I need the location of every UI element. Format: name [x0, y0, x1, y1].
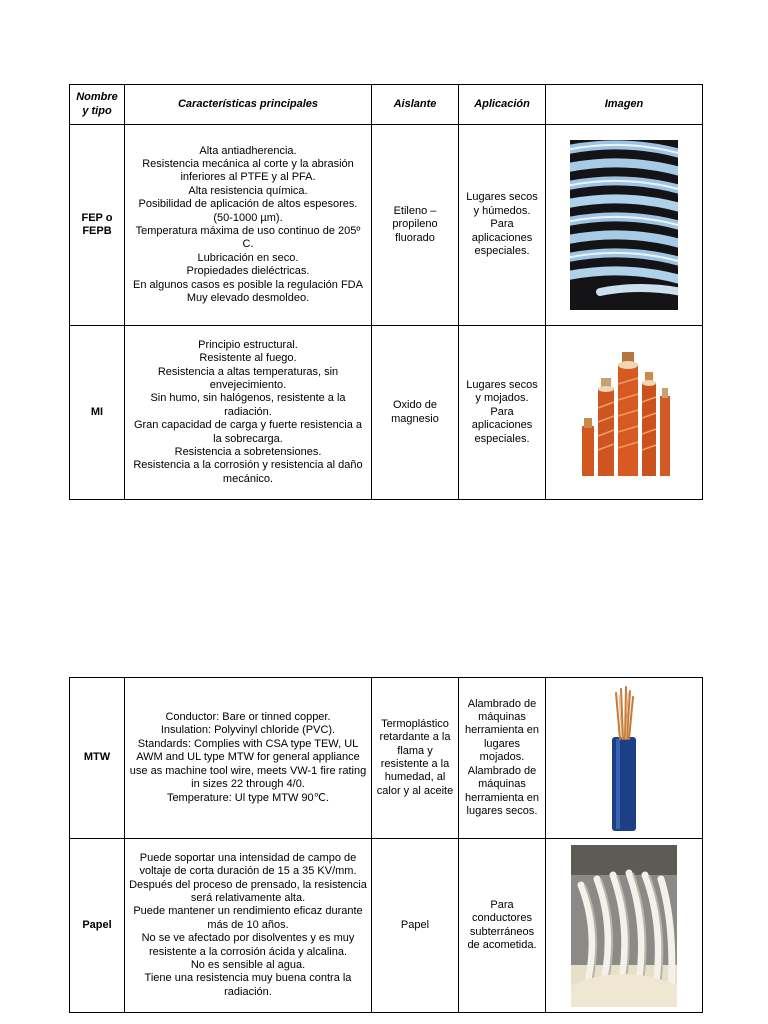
- cable-insulation: Papel: [372, 839, 459, 1013]
- cable-features: [125, 678, 372, 839]
- cable-features: [125, 125, 372, 326]
- cable-image-cell: [546, 326, 703, 500]
- cable-image-cell: [546, 678, 703, 839]
- mi-copper-sheathed-cables-photo: [574, 348, 674, 478]
- feature-line: Sin humo, sin halógenos, resistente a la radiación.: [150, 392, 346, 418]
- cable-image-cell: [546, 839, 703, 1013]
- cable-insulation: Etileno – propileno fluorado: [372, 125, 459, 326]
- feature-line: Resistente al fuego.: [199, 352, 297, 365]
- paper-insulation-rolls-photo: [571, 845, 677, 1007]
- feature-line: Alta resistencia química.: [188, 184, 308, 197]
- feature-line: Muy elevado desmoldeo.: [186, 292, 310, 305]
- feature-line: Principio estructural.: [198, 338, 298, 351]
- feature-line: Temperature: Ul type MTW 90℃.: [166, 791, 330, 804]
- cable-name: Papel: [70, 839, 125, 1013]
- feature-line: Insulation: Polyvinyl chloride (PVC).: [160, 724, 336, 737]
- feature-line: Resistencia a altas temperaturas, sin envejecimiento.: [157, 365, 339, 391]
- cable-name: FEP o FEPB: [70, 125, 125, 326]
- mtw-blue-wire-photo: [594, 685, 654, 831]
- cable-table-1: [69, 84, 703, 500]
- table-row: [70, 125, 703, 326]
- fep-translucent-tubes-photo: [570, 140, 678, 310]
- cable-name: MTW: [70, 678, 125, 839]
- header-insulation: Aislante: [372, 85, 459, 125]
- table-row: [70, 326, 703, 500]
- header-name: Nombre y tipo: [70, 85, 125, 125]
- feature-line: En algunos casos es posible la regulación FDA: [133, 278, 363, 291]
- table-header-row: [70, 85, 703, 125]
- cable-insulation: Termoplástico retardante a la flama y resistente a la humedad, al calor y al aceite: [372, 678, 459, 839]
- cable-application: Alambrado de máquinas herramienta en lugares mojados. Alambrado de máquinas herramienta en lugares secos.: [459, 678, 546, 839]
- table-row: [70, 678, 703, 839]
- feature-line: Tiene una resistencia muy buena contra la radiación.: [144, 972, 352, 998]
- feature-line: Puede soportar una intensidad de campo de voltaje de corta duración de 15 a 35 KV/mm.: [139, 851, 357, 878]
- feature-line: Posibilidad de aplicación de altos espesores. (50-1000 µm).: [138, 198, 358, 224]
- feature-line: Temperatura máxima de uso continuo de 205º C.: [135, 225, 361, 251]
- header-features: Características principales: [125, 85, 372, 125]
- feature-line: Propiedades dieléctricas.: [186, 265, 310, 278]
- cable-application: Lugares secos y mojados. Para aplicaciones especiales.: [459, 326, 546, 500]
- cable-table-2: [69, 677, 703, 1013]
- cable-insulation: Oxido de magnesio: [372, 326, 459, 500]
- feature-line: Conductor: Bare or tinned copper.: [165, 711, 331, 724]
- feature-line: Lubricación en seco.: [197, 251, 299, 264]
- feature-line: Resistencia mecánica al corte y la abrasión inferiores al PTFE y al PFA.: [142, 157, 354, 184]
- feature-line: Alta antiadherencia.: [199, 144, 297, 157]
- feature-line: Gran capacidad de carga y fuerte resistencia a la sobrecarga.: [133, 419, 363, 445]
- feature-line: No es sensible al agua.: [190, 959, 306, 972]
- cable-application: Para conductores subterráneos de acometida.: [459, 839, 546, 1013]
- feature-line: Puede mantener un rendimiento eficaz durante más de 10 años.: [133, 905, 363, 931]
- cable-features: [125, 839, 372, 1013]
- feature-line: No se ve afectado por disolventes y es muy resistente a la corrosión ácida y alcalina.: [141, 932, 355, 958]
- cable-name: MI: [70, 326, 125, 500]
- header-image: Imagen: [546, 85, 703, 125]
- table-row: [70, 839, 703, 1013]
- feature-line: Resistencia a sobretensiones.: [174, 446, 322, 459]
- feature-line: Después del proceso de prensado, la resistencia será relativamente alta.: [129, 878, 367, 904]
- cable-features: [125, 326, 372, 500]
- feature-line: Resistencia a la corrosión y resistencia al daño mecánico.: [133, 459, 363, 485]
- cable-application: Lugares secos y húmedos. Para aplicaciones especiales.: [459, 125, 546, 326]
- feature-line: Standards: Complies with CSA type TEW, UL AWM and UL type MTW for general appliance use as machine tool wire, meets VW-1 fire rating in sizes 22 through 4/0.: [129, 737, 367, 791]
- cable-image-cell: [546, 125, 703, 326]
- header-application: Aplicación: [459, 85, 546, 125]
